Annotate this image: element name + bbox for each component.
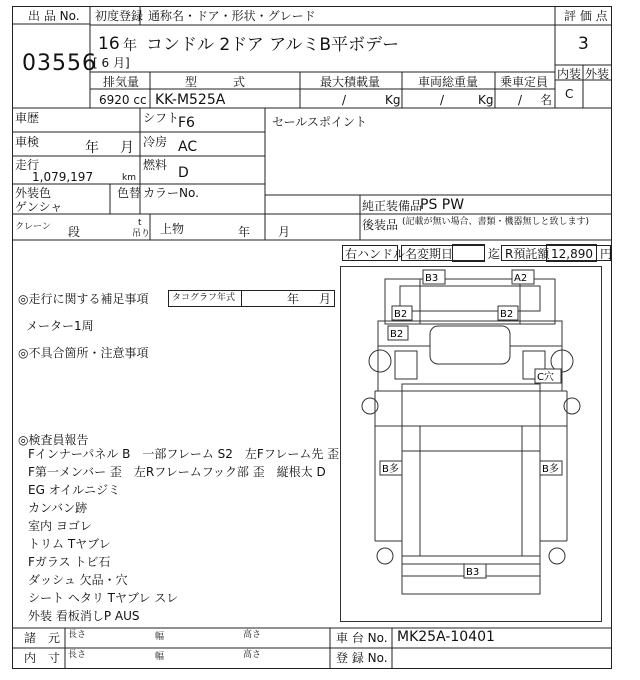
report-line: トリム Tヤブレ (28, 537, 111, 551)
fuel-value: D (178, 165, 189, 181)
inner-width-label: 幅 (155, 652, 165, 662)
recycle-amount-field (546, 244, 597, 262)
max-load-unit: Kg (385, 93, 401, 107)
registration-month: [ 6 月] (93, 56, 130, 70)
report-line: シート ヘタリ Tヤブレ スレ (28, 591, 179, 605)
name-change-date-field (452, 244, 485, 262)
inspection-month-unit: 月 (120, 140, 134, 156)
crane-stage: 段 (68, 225, 81, 239)
tachograph-year: 年 (287, 292, 300, 306)
inspection-year-unit: 年 (85, 140, 99, 156)
defects-title: ◎不具合箇所・注意事項 (18, 346, 149, 360)
diagram-b-many-right: B多 (542, 464, 559, 475)
mileage-label: 走行 (15, 158, 40, 172)
recycle-label: R預託額 (505, 247, 550, 261)
fuel-label: 燃料 (143, 158, 168, 172)
interior-label: 内装 (557, 67, 582, 81)
equipment-value: PS PW (420, 197, 465, 213)
inner-dim-label: 内 寸 (24, 651, 61, 665)
chassis-number: MK25A-10401 (397, 629, 495, 645)
inspection-label: 車検 (15, 135, 40, 149)
diagram-b2-cab: B2 (390, 329, 404, 340)
chassis-label: 車 台 No. (336, 631, 388, 645)
spec-width-label: 幅 (155, 632, 165, 642)
mileage-unit: km (122, 173, 136, 183)
report-line: Fインナーパネル B 一部フレーム S2 左Fフレーム先 歪 (28, 447, 340, 461)
report-line: EG オイルニジミ (28, 483, 121, 497)
diagram-b2-right: B2 (500, 309, 514, 320)
diagram-b3-top: B3 (425, 273, 439, 284)
aircon-label: 冷房 (143, 135, 168, 149)
report-line: F第一メンバー 歪 左Rフレームフック部 歪 縦根太 D (28, 465, 326, 479)
gross-weight-unit: Kg (478, 93, 494, 107)
spec-length-label: 長さ (68, 630, 87, 640)
retrofit-note: (記載が無い場合、書類・機器無しと致します) (402, 217, 590, 227)
diagram-a2: A2 (514, 273, 528, 284)
yen-unit: 円 (600, 247, 613, 261)
meter-note: メーター1周 (26, 319, 94, 333)
capacity-unit: 名 (540, 93, 553, 107)
vehicle-name: コンドル 2ドア アルミB平ボデー (146, 35, 400, 55)
stamp-text: 迄 (488, 247, 501, 261)
tachograph-label: タコグラフ年式 (172, 293, 236, 303)
inner-height-label: 高さ (243, 650, 262, 660)
body-label: 上物 (160, 222, 185, 236)
report-line: 室内 ヨゴレ (28, 519, 92, 533)
mileage-value: 1,079,197 (32, 170, 94, 184)
model-code-label: 型 式 (185, 75, 246, 89)
specs-label: 諸 元 (24, 631, 61, 645)
retrofit-label: 後装品 (362, 218, 399, 232)
rhd-badge (342, 245, 406, 261)
model-grade-label: 通称名・ドア・形状・グレード (148, 9, 316, 23)
overall-score: 3 (578, 34, 589, 54)
truck-damage-diagram (340, 266, 602, 622)
aircon-value: AC (178, 139, 198, 155)
inner-length-label: 長さ (68, 650, 87, 660)
supplement-title: ◎走行に関する補足事項 (18, 292, 149, 306)
max-load-label: 最大積載量 (320, 75, 381, 89)
crane-ton: t (138, 218, 142, 228)
lot-number-label: 出 品 No. (28, 9, 80, 23)
diagram-b3-bottom: B3 (466, 567, 480, 578)
body-year: 年 (238, 225, 251, 239)
history-label: 車歴 (15, 111, 40, 125)
capacity-value: / (518, 93, 523, 107)
spec-height-label: 高さ (243, 630, 262, 640)
equipment-label: 純正装備品 (362, 199, 423, 213)
report-line: Fガラス トビ石 (28, 555, 111, 569)
first-registration-label: 初度登録 (95, 9, 144, 23)
report-line: 外装 看板消しP AUS (28, 609, 140, 623)
gross-weight-label: 車両総重量 (418, 75, 479, 89)
score-label: 評 価 点 (564, 9, 608, 23)
displacement-label: 排気量 (103, 75, 140, 89)
color-number-label: カラーNo. (143, 186, 199, 200)
diagram-b2-left: B2 (394, 309, 408, 320)
year-unit: 年 (123, 38, 137, 54)
exterior-color-value: ゲンシャ (15, 200, 63, 214)
max-load-value: / (342, 93, 347, 107)
body-month: 月 (278, 225, 291, 239)
report-line: カンバン跡 (28, 501, 88, 515)
diagram-b-many-left: B多 (382, 464, 399, 475)
gross-weight-value: / (440, 93, 445, 107)
name-change-label: 名変期日 (405, 247, 454, 261)
exterior-label: 外装 (585, 67, 610, 81)
diagram-c-hole: C穴 (537, 372, 554, 383)
color-change-label: 色替 (117, 186, 142, 200)
shift-label: シフト (143, 111, 180, 125)
rhd-text: 右ハンドル (345, 247, 406, 261)
displacement-value: 6920 cc (99, 93, 147, 107)
capacity-label: 乗車定員 (500, 75, 549, 89)
crane-hang: 吊り (132, 229, 151, 239)
tachograph-label-cell (168, 290, 242, 307)
interior-grade: C (565, 87, 574, 101)
sales-point-label: セールスポイント (272, 115, 367, 129)
registration-label: 登 録 No. (336, 651, 388, 665)
exterior-color-label: 外装色 (15, 186, 52, 200)
registration-year: 16 (98, 34, 120, 54)
model-code-value: KK-M525A (155, 92, 226, 108)
inspector-title: ◎検査員報告 (18, 433, 89, 447)
report-line: ダッシュ 欠品・穴 (28, 573, 128, 587)
shift-value: F6 (178, 115, 195, 131)
recycle-amount: 12,890 (551, 247, 593, 261)
lot-number: 03556 (22, 51, 97, 76)
tachograph-month: 月 (319, 292, 332, 306)
crane-label: クレーン (15, 222, 51, 232)
